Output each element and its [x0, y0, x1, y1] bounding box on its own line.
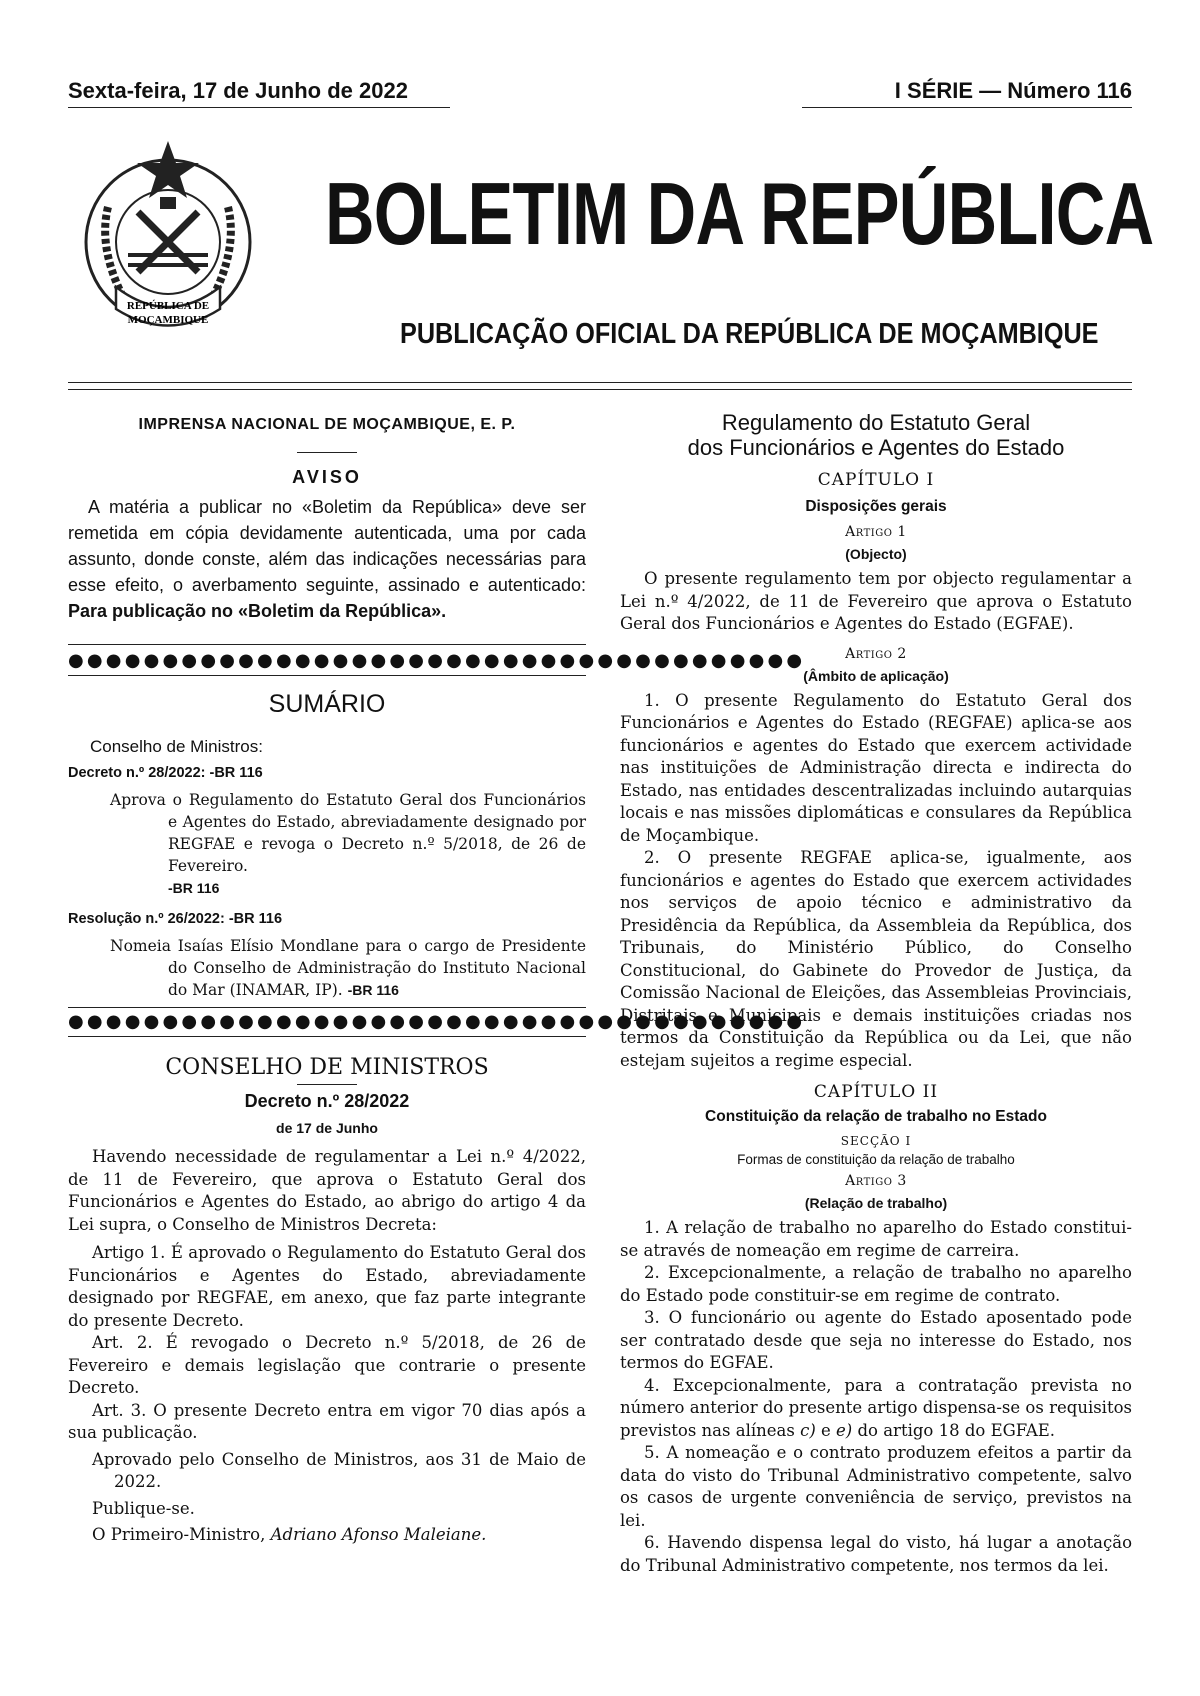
paragraph-text: e [815, 1420, 837, 1440]
summary-ref-decreto: Decreto n.º 28/2022: -BR 116 [68, 765, 263, 781]
decreto-approval: Aprovado pelo Conselho de Ministros, aos 31 de Maio de 2022. [92, 1449, 586, 1491]
divider [68, 644, 586, 645]
sumario-title: SUMÁRIO [268, 690, 386, 718]
article-paragraph [620, 1375, 1132, 1443]
divider [297, 1084, 357, 1085]
header-rule-2 [68, 389, 1132, 390]
aviso-text: A matéria a publicar no «Boletim da República» deve ser remetida em cópia devidamente autenticada, uma por cada assunto, donde conste, além das indicações necessárias para esse efeito, o averbamento seguinte, assinado e autenticado: [68, 497, 586, 595]
conselho-label: Conselho de Ministros: [90, 737, 263, 756]
masthead-subtitle: PUBLICAÇÃO OFICIAL DA REPÚBLICA DE MOÇAMBIQUE [400, 318, 1099, 350]
paragraph-text: 4. Excepcionalmente, para a contratação prevista no número anterior do presente artigo dispensa-se os requisitos previstos nas alíneas [620, 1375, 1132, 1440]
dotted-divider: ●●●●●●●●●●●●●●●●●●●●●●●●●●●●●●●●●●●●●●● [68, 1011, 806, 1032]
signature-line [68, 1524, 586, 1547]
section-heading: SECÇÃO I [840, 1134, 912, 1148]
summary-ref-resolucao: Resolução n.º 26/2022: -BR 116 [68, 911, 283, 927]
decreto-paragraph: Art. 2. É revogado o Decreto n.º 5/2018, de 26 de Fevereiro e demais legislação que contrarie o presente Decreto. [68, 1333, 586, 1397]
aviso-body [68, 494, 586, 624]
aviso-title: AVISO [292, 467, 362, 487]
publique-se: Publique-se. [92, 1498, 195, 1518]
article-paragraph: 2. Excepcionalmente, a relação de trabalho no aparelho do Estado pode constituir-se em regime de contrato. [620, 1263, 1132, 1305]
regulation-title-2: dos Funcionários e Agentes do Estado [687, 435, 1065, 460]
imprensa-heading: IMPRENSA NACIONAL DE MOÇAMBIQUE, E. P. [138, 416, 516, 433]
chapter-title: Constituição da relação de trabalho no Estado [705, 1108, 1047, 1125]
emblem-text-1: REPÚBLICA DE [126, 300, 210, 312]
divider [297, 452, 357, 453]
article-heading: Artigo 3 [845, 1173, 907, 1189]
article-heading: Artigo 2 [845, 645, 907, 662]
series-number: I SÉRIE — Número 116 [802, 78, 1132, 108]
dotted-divider: ●●●●●●●●●●●●●●●●●●●●●●●●●●●●●●●●●●●●●●● [68, 650, 806, 671]
ref-text: Aprova o Regulamento do Estatuto Geral dos Funcionários e Agentes do Estado, abreviadamente designado por REGFAE e revoga o Decreto n.º 5/2018, de 26 de Fevereiro. [110, 791, 586, 875]
divider [68, 1036, 586, 1037]
article-heading: Artigo 1 [845, 524, 907, 540]
coat-of-arms-emblem [68, 137, 268, 347]
article-paragraph: 1. A relação de trabalho no aparelho do Estado constitui-se através de nomeação em regime de carreira. [620, 1218, 1132, 1260]
left-column [68, 410, 806, 1547]
masthead-title: BOLETIM DA REPÚBLICA [325, 164, 1154, 263]
decreto-paragraph: Art. 3. O presente Decreto entra em vigor 70 dias após a sua publicação. [68, 1400, 586, 1442]
right-column [620, 410, 1132, 1577]
aviso-bold: Para publicação no «Boletim da República». [68, 601, 447, 621]
signature-prefix: O Primeiro-Ministro, [92, 1525, 271, 1544]
decreto-date: de 17 de Junho [276, 1120, 378, 1136]
chapter-title: Disposições gerais [805, 498, 947, 515]
article-paragraph: 5. A nomeação e o contrato produzem efeitos a partir da data do visto do Tribunal Administrativo competente, salvo os casos de urgente conveniência de serviço, previstos na lei. [620, 1443, 1132, 1530]
section-title: CONSELHO DE MINISTROS [165, 1055, 489, 1080]
summary-ref-decreto-text [68, 789, 586, 899]
article-paragraph: 2. O presente REGFAE aplica-se, igualmente, aos funcionários e agentes do Estado que exercem actividades nos serviços de apoio técnico e administrativo da Presidência da República, da Assembleia da República, dos Tribunais, do Ministério Público, do Conselho Constitucional, do Gabinete do Provedor de Justiça, da Comissão Nacional de Eleições, das Assembleias Provinciais, Distritais e Municipais e demais instituições criadas nos termos da Constituição da República ou da Lei, que não estejam sujeitos a regime especial. [620, 848, 1132, 1070]
regulation-title-1: Regulamento do Estatuto Geral [721, 410, 1031, 435]
emblem-text-2: MOÇAMBIQUE [127, 314, 209, 326]
article-paragraph: 1. O presente Regulamento do Estatuto Geral dos Funcionários e Agentes do Estado (REGFAE) aplica-se aos funcionários e agentes do Estado que exercem actividade nas instituições de Administração directa e indirecta do Estado, nas entidades descentralizadas incluindo autarquias locais e nas missões diplomáticas e consulares da República de Moçambique. [620, 690, 1132, 845]
ref-br: -BR 116 [347, 982, 399, 998]
decreto-title: Decreto n.º 28/2022 [244, 1091, 410, 1111]
decreto-paragraph: Havendo necessidade de regulamentar a Lei n.º 4/2022, de 11 de Fevereiro, que aprova o Estatuto Geral dos Funcionários e Agentes do Estado, ao abrigo do artigo 4 da Lei supra, o Conselho de Ministros Decreta: [68, 1147, 586, 1234]
article-title: (Objecto) [845, 546, 907, 562]
publication-date: Sexta-feira, 17 de Junho de 2022 [68, 78, 450, 108]
article-paragraph: 3. O funcionário ou agente do Estado aposentado pode ser contratado desde que seja no interesse do Estado, nos termos do EGFAE. [620, 1308, 1132, 1372]
paragraph-italic: e) [836, 1420, 853, 1440]
section-title: Formas de constituição da relação de trabalho [737, 1152, 1015, 1167]
divider [68, 675, 586, 676]
chapter-heading: CAPÍTULO II [813, 1082, 939, 1102]
signatory-name: Adriano Afonso Maleiane. [270, 1525, 487, 1544]
divider [68, 1007, 586, 1008]
article-paragraph: 6. Havendo dispensa legal do visto, há lugar a anotação do Tribunal Administrativo competente, nos termos da lei. [620, 1533, 1132, 1575]
header-rule [68, 382, 1132, 383]
ref-br: -BR 116 [168, 880, 220, 896]
paragraph-text: do artigo 18 do EGFAE. [852, 1420, 1056, 1440]
summary-ref-resolucao-text [68, 935, 586, 1001]
article-paragraph: O presente regulamento tem por objecto regulamentar a Lei n.º 4/2022, de 11 de Fevereiro que aprova o Estatuto Geral dos Funcionários e Agentes do Estado (EGFAE). [620, 569, 1132, 633]
chapter-heading: CAPÍTULO I [817, 470, 935, 490]
decreto-paragraph: Artigo 1. É aprovado o Regulamento do Estatuto Geral dos Funcionários e Agentes do Estado, abreviadamente designado por REGFAE, em anexo, que faz parte integrante do presente Decreto. [68, 1243, 586, 1330]
article-title: (Âmbito de aplicação) [803, 667, 949, 684]
paragraph-italic: c) [800, 1420, 816, 1440]
ref-text: Nomeia Isaías Elísio Mondlane para o cargo de Presidente do Conselho de Administração do Instituto Nacional do Mar (INAMAR, IP). [110, 937, 586, 999]
article-title: (Relação de trabalho) [804, 1195, 948, 1211]
